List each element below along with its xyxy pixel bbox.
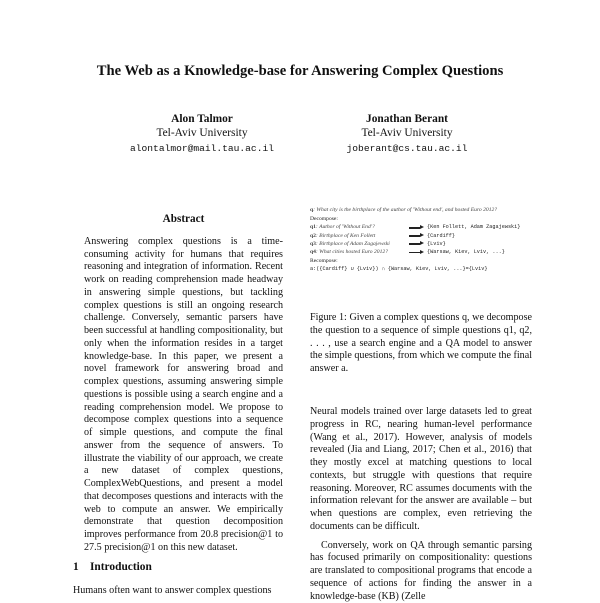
author-email: joberant@cs.tau.ac.il bbox=[297, 142, 517, 156]
author-name: Jonathan Berant bbox=[297, 112, 517, 126]
body-paragraph: Neural models trained over large datasets led to great progress in RC, nearing human-level performance (Wang et al., 2017). However, analysis of models revealed (Jia and Liang, 2017; Chen et al., 2016) that they mostly excel at matching questions to local contexts, but struggle with questions that require reasoning. Moreover, RC assumes documents with the information relevant for the answer are available – but when questions are complex, even retrieving the documents can be difficult. bbox=[310, 406, 532, 534]
author-affiliation: Tel-Aviv University bbox=[297, 126, 517, 140]
figure-row: q2: Birthplace of Ken Follett {Cardiff} bbox=[310, 232, 532, 240]
arrow-icon bbox=[409, 225, 424, 230]
author-block bbox=[297, 112, 517, 156]
author-name: Alon Talmor bbox=[92, 112, 312, 126]
author-email: alontalmor@mail.tau.ac.il bbox=[92, 142, 312, 156]
abstract-heading: Abstract bbox=[73, 213, 294, 226]
arrow-icon bbox=[409, 241, 424, 246]
arrow-icon bbox=[409, 233, 424, 238]
intro-first-line: Humans often want to answer complex questions bbox=[73, 585, 294, 596]
figure-row: q3: Birthplace of Adam Zagajewski {Lviv} bbox=[310, 240, 532, 248]
author-affiliation: Tel-Aviv University bbox=[92, 126, 312, 140]
recompose-label: Recompose: bbox=[310, 257, 532, 265]
figure-caption: Figure 1: Given a complex questions q, we decompose the question to a sequence of simple questions q1, q2, . . . , use a search engine and a QA model to answer the simple questions, from which we compute the final answer a. bbox=[310, 312, 532, 376]
figure-final-answer: a:({Cardiff} ∪ {Lviv}) ∩ {Warsaw, Kiev, Lviv, ...}={Lviv} bbox=[310, 265, 532, 273]
right-column-body bbox=[310, 406, 532, 603]
section-title: Introduction bbox=[90, 561, 152, 573]
paper-title: The Web as a Knowledge-base for Answering Complex Questions bbox=[0, 63, 600, 80]
decompose-label: Decompose: bbox=[310, 215, 532, 223]
figure-question: q: What city is the birthplace of the author of 'Without end', and hosted Euro 2012? bbox=[310, 206, 532, 214]
left-column bbox=[73, 213, 294, 555]
abstract-text: Answering complex questions is a time-consuming activity for humans that requires reasoning and integration of information. Recent work on reading comprehension made headway in answering simple questions, but tackling complex questions is still an ongoing research challenge. Conversely, semantic parsers have been successful at handling compositionality, but only when the information resides in a target knowledge-base. In this paper, we present a novel framework for answering broad and complex questions, assuming answering simple questions is possible using a search engine and a reading comprehension model. We propose to decompose complex questions into a sequence of simple questions, and compute the final answer from the sequence of answers. To illustrate the viability of our approach, we create a new dataset of complex questions, ComplexWebQuestions, and present a model that decomposes questions and interacts with the web to compute an answer. We empirically demonstrate that question decomposition improves performance from 20.8 precision@1 to 27.5 precision@1 on this new dataset. bbox=[73, 236, 294, 555]
arrow-icon bbox=[409, 250, 424, 255]
figure-row: q1: Author of 'Without End'? {Ken Follett, Adam Zagajewski} bbox=[310, 223, 532, 231]
section-heading bbox=[73, 561, 152, 573]
figure-1 bbox=[310, 206, 532, 274]
author-block bbox=[92, 112, 312, 156]
figure-row: q4: What cities hosted Euro 2012? {Warsaw, Kiev, Lviv, ...} bbox=[310, 248, 532, 256]
section-number: 1 bbox=[73, 561, 90, 573]
body-paragraph: Conversely, work on QA through semantic parsing has focused primarily on compositionality: questions are translated to compositional programs that encode a sequence of actions for finding the answer in a knowledge-base (KB) (Zelle bbox=[310, 540, 532, 603]
